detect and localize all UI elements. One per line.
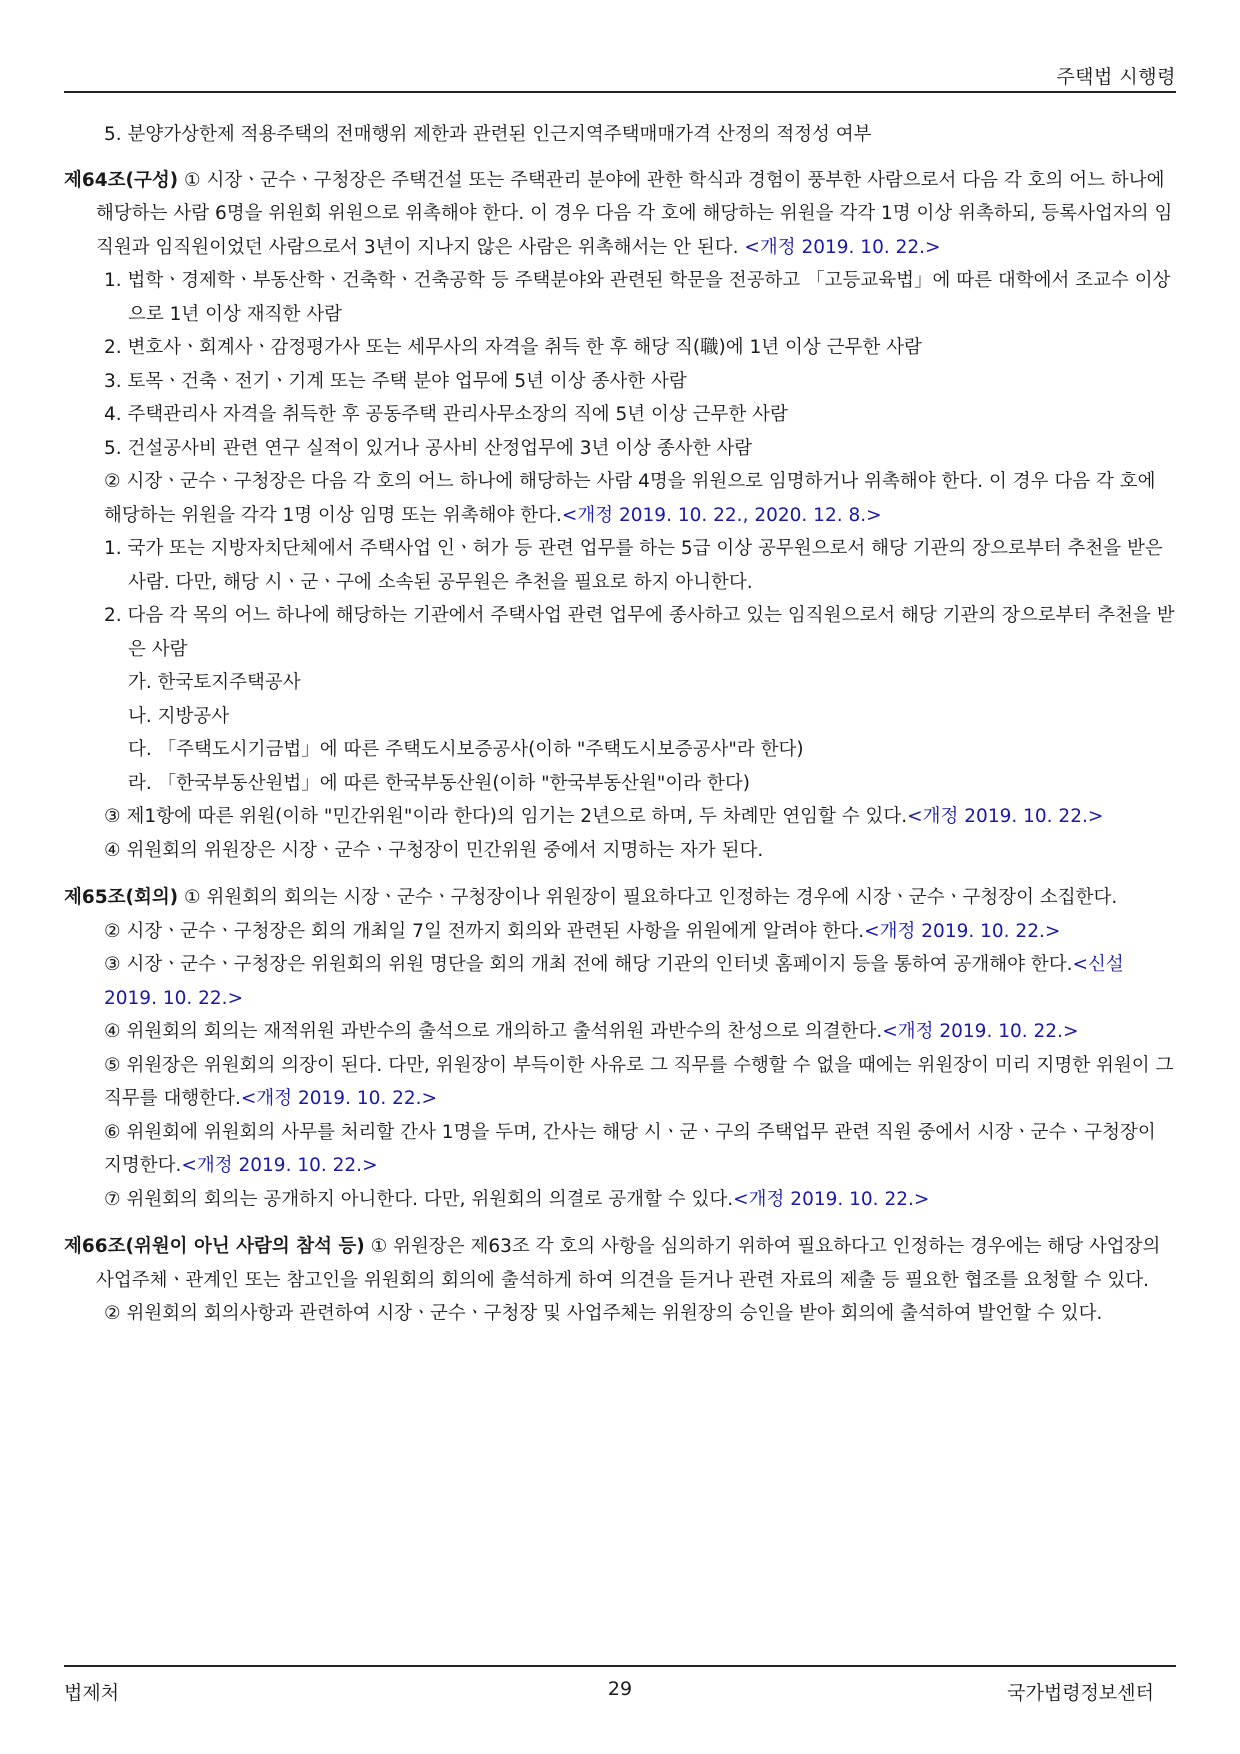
list-item: 4. 주택관리사 자격을 취득한 후 공동주택 관리사무소장의 직에 5년 이상 근무한 사람: [104, 404, 788, 425]
paragraph: ② 위원회의 회의사항과 관련하여 시장ㆍ군수ㆍ구청장 및 사업주체는 위원장의 승인을 받아 회의에 출석하여 발언할 수 있다.: [104, 1303, 1103, 1324]
paragraph-text: ① 위원회의 회의는 시장ㆍ군수ㆍ구청장이나 위원장이 필요하다고 인정하는 경우에 시장ㆍ군수ㆍ구청장이 소집한다.: [178, 887, 1118, 908]
amendment-note: <개정 2019. 10. 22.>: [907, 806, 1104, 827]
header-divider: [64, 91, 1176, 93]
document-body: [64, 118, 1176, 1331]
list-item: 2. 변호사ㆍ회계사ㆍ감정평가사 또는 세무사의 자격을 취득 한 후 해당 직(職)에 1년 이상 근무한 사람: [104, 337, 922, 358]
paragraph-text: ① 시장ㆍ군수ㆍ구청장은 주택건설 또는 주택관리 분야에 관한 학식과 경험이 풍부한 사람으로서 다음 각 호의 어느 하나에 해당하는 사람 6명을 위원회 위원으로 위촉해야 한다. 이 경우 다음 각 호에 해당하는 위원을 각각 1명 이상 위촉하되, 등록사업자의 임직원과 임직원이었던 사람으로서 3년이 지나지 않은 사람은 위촉해서는 안 된다.: [96, 169, 1173, 258]
article-title: 제66조(위원이 아닌 사람의 참석 등): [64, 1236, 365, 1257]
paragraph: [64, 1049, 1176, 1116]
paragraph: [64, 465, 1176, 532]
paragraph: [64, 1183, 1176, 1217]
paragraph: [64, 915, 1176, 949]
sub-list-item: 나. 지방공사: [128, 705, 230, 727]
amendment-note: <개정 2019. 10. 22.>: [882, 1021, 1079, 1042]
article-65: [64, 881, 1176, 915]
paragraph: [64, 948, 1176, 1015]
paragraph-text: ② 시장ㆍ군수ㆍ구청장은 회의 개최일 7일 전까지 회의와 관련된 사항을 위원에게 알려야 한다.: [104, 920, 865, 942]
sub-list-item: 라. 「한국부동산원법」에 따른 한국부동산원(이하 "한국부동산원"이라 한다): [128, 772, 750, 794]
amendment-note: <개정 2019. 10. 22.>: [733, 1188, 930, 1210]
list-item: 2. 다음 각 목의 어느 하나에 해당하는 기관에서 주택사업 관련 업무에 종사하고 있는 임직원으로서 해당 기관의 장으로부터 추천을 받은 사람: [104, 605, 1175, 660]
list-item: 1. 법학ㆍ경제학ㆍ부동산학ㆍ건축학ㆍ건축공학 등 주택분야와 관련된 학문을 전공하고 「고등교육법」에 따른 대학에서 조교수 이상으로 1년 이상 재직한 사람: [104, 270, 1171, 325]
paragraph: ④ 위원회의 위원장은 시장ㆍ군수ㆍ구청장이 민간위원 중에서 지명하는 자가 된다.: [104, 839, 764, 861]
amendment-note: <신설 2019. 10. 22.>: [104, 954, 1124, 1009]
paragraph-text: ⑤ 위원장은 위원회의 의장이 된다. 다만, 위원장이 부득이한 사유로 그 직무를 수행할 수 없을 때에는 위원장이 미리 지명한 위원이 그 직무를 대행한다.: [104, 1054, 1174, 1109]
paragraph-text: ⑦ 위원회의 회의는 공개하지 아니한다. 다만, 위원회의 의결로 공개할 수 있다.: [104, 1188, 734, 1210]
document-header-title: 주택법 시행령: [1056, 66, 1176, 88]
list-item: 1. 국가 또는 지방자치단체에서 주택사업 인ㆍ허가 등 관련 업무를 하는 5급 이상 공무원으로서 해당 기관의 장으로부터 추천을 받은 사람. 다만, 해당 시ㆍ군ㆍ구에 소속된 공무원은 추천을 필요로 하지 아니한다.: [104, 538, 1163, 593]
paragraph: [64, 800, 1176, 834]
paragraph-text: ③ 시장ㆍ군수ㆍ구청장은 위원회의 위원 명단을 회의 개최 전에 해당 기관의 인터넷 홈페이지 등을 통하여 공개해야 한다.: [104, 954, 1073, 975]
page-number: 29: [607, 1678, 633, 1700]
sub-list-item: 다. 「주택도시기금법」에 따른 주택도시보증공사(이하 "주택도시보증공사"라 한다): [128, 739, 804, 760]
sub-list-item: 가. 한국토지주택공사: [128, 672, 301, 693]
amendment-note: <개정 2019. 10. 22.>: [181, 1155, 378, 1176]
paragraph-text: ② 시장ㆍ군수ㆍ구청장은 다음 각 호의 어느 하나에 해당하는 사람 4명을 위원으로 임명하거나 위촉해야 한다. 이 경우 다음 각 호에 해당하는 위원을 각각 1명 이상 임명 또는 위촉해야 한다.: [104, 471, 1156, 526]
paragraph: [64, 1116, 1176, 1183]
amendment-note: <개정 2019. 10. 22.>: [864, 920, 1061, 942]
amendment-note: <개정 2019. 10. 22., 2020. 12. 8.>: [561, 504, 882, 526]
list-item: 3. 토목ㆍ건축ㆍ전기ㆍ기계 또는 주택 분야 업무에 5년 이상 종사한 사람: [104, 370, 687, 392]
article-title: 제65조(회의): [64, 887, 179, 908]
list-item: 5. 분양가상한제 적용주택의 전매행위 제한과 관련된 인근지역주택매매가격 산정의 적정성 여부: [104, 124, 872, 145]
article-66: [64, 1230, 1176, 1297]
footer-publisher: 법제처: [64, 1682, 120, 1704]
footer-divider: [64, 1665, 1176, 1667]
list-item: 5. 건설공사비 관련 연구 실적이 있거나 공사비 산정업무에 3년 이상 종사한 사람: [104, 437, 753, 459]
amendment-note: <개정 2019. 10. 22.>: [240, 1088, 438, 1109]
paragraph-text: ⑥ 위원회에 위원회의 사무를 처리할 간사 1명을 두며, 간사는 해당 시ㆍ군ㆍ구의 주택업무 관련 직원 중에서 시장ㆍ군수ㆍ구청장이 지명한다.: [104, 1121, 1156, 1176]
article-64: [64, 164, 1176, 265]
paragraph: [64, 1015, 1176, 1049]
footer-source: 국가법령정보센터: [1007, 1682, 1154, 1704]
paragraph-text: ① 위원장은 제63조 각 호의 사항을 심의하기 위하여 필요하다고 인정하는 경우에는 해당 사업장의 사업주체ㆍ관계인 또는 참고인을 위원회의 회의에 출석하게 하여 의견을 듣거나 관련 자료의 제출 등 필요한 협조를 요청할 수 있다.: [96, 1236, 1161, 1291]
amendment-note: <개정 2019. 10. 22.>: [744, 236, 941, 258]
paragraph-text: ③ 제1항에 따른 위원(이하 "민간위원"이라 한다)의 임기는 2년으로 하며, 두 차례만 연임할 수 있다.: [104, 806, 908, 827]
paragraph-text: ④ 위원회의 회의는 재적위원 과반수의 출석으로 개의하고 출석위원 과반수의 찬성으로 의결한다.: [104, 1021, 883, 1042]
article-title: 제64조(구성): [64, 169, 179, 191]
